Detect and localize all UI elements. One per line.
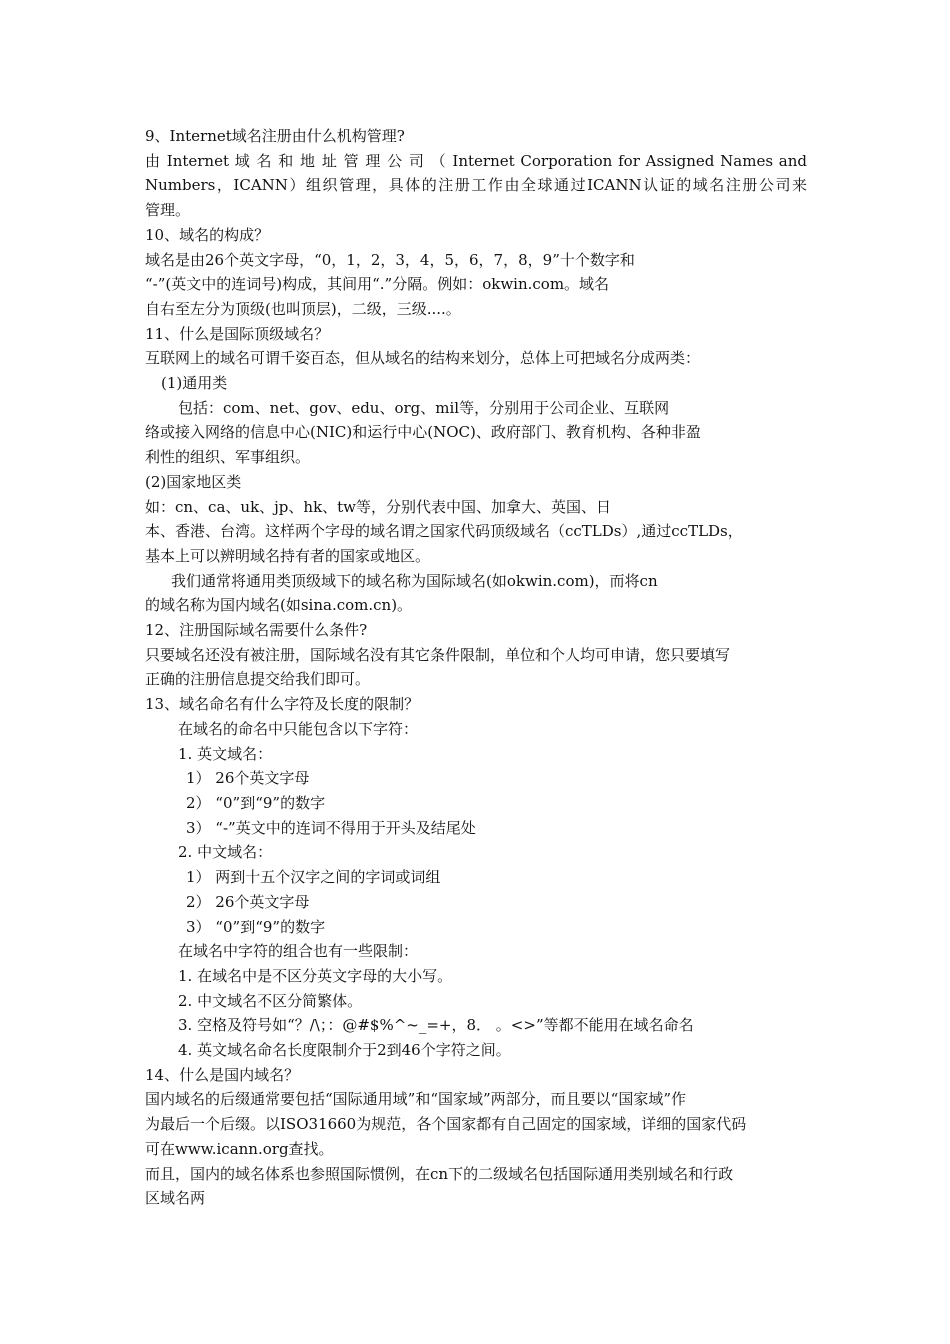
- list-item: 4. 英文域名命名长度限制介于2到46个字符之间。: [178, 1041, 511, 1060]
- list-item: 3） “-”英文中的连词不得用于开头及结尾处: [186, 818, 476, 837]
- paragraph-line: 管理。: [145, 201, 191, 220]
- list-item: 2. 中文域名：: [178, 843, 273, 862]
- question-heading-10: 10、域名的构成？: [145, 225, 270, 244]
- paragraph-line: 而且，国内的域名体系也参照国际惯例，在cn下的二级域名包括国际通用类别域名和行政: [145, 1164, 734, 1183]
- paragraph-line: 的域名称为国内域名(如sina.com.cn)。: [145, 596, 413, 615]
- paragraph-line: 区域名两: [145, 1189, 206, 1208]
- paragraph-line: Numbers，ICANN）组织管理，具体的注册工作由全球通过ICANN认证的域名注册公司来: [145, 176, 807, 195]
- paragraph-line: 自右至左分为顶级(也叫顶层)，二级，三级....。: [145, 299, 461, 318]
- document-body: [145, 124, 807, 1211]
- paragraph-line: 国内域名的后缀通常要包括“国际通用域”和“国家域”两部分，而且要以“国家域”作: [145, 1090, 687, 1109]
- list-item: 2. 中文域名不区分简繁体。: [178, 991, 363, 1010]
- list-item: 1. 在域名中是不区分英文字母的大小写。: [178, 966, 453, 985]
- paragraph-line: 在域名的命名中只能包含以下字符：: [178, 719, 419, 738]
- paragraph-line: 由 Internet 域 名 和 地 址 管 理 公 司 （ Internet Corporation for Assigned Names and: [145, 151, 807, 170]
- paragraph-line: 可在www.icann.org查找。: [145, 1139, 334, 1158]
- list-item: 3） “0”到“9”的数字: [186, 917, 326, 936]
- paragraph-line: 正确的注册信息提交给我们即可。: [145, 670, 371, 689]
- sub-heading: (1)通用类: [161, 374, 228, 393]
- paragraph-line: 域名是由26个英文字母，“0，1，2，3，4，5，6，7，8，9”十个数字和: [145, 250, 635, 269]
- list-item: 1. 英文域名：: [178, 744, 273, 763]
- list-item: 1） 26个英文字母: [186, 769, 310, 788]
- question-heading-14: 14、什么是国内域名？: [145, 1065, 300, 1084]
- list-item: 2） “0”到“9”的数字: [186, 793, 326, 812]
- paragraph-line: 只要域名还没有被注册，国际域名没有其它条件限制，单位和个人均可申请，您只要填写: [145, 645, 731, 664]
- list-item: 3. 空格及符号如“？/\；：@#$%^~_=+，8． 。<>”等都不能用在域名命名: [178, 1016, 694, 1035]
- paragraph-line: 在域名中字符的组合也有一些限制：: [178, 942, 419, 961]
- paragraph-line: 络或接入网络的信息中心(NIC)和运行中心(NOC)、政府部门、教育机构、各种非盈: [145, 423, 701, 442]
- sub-heading: (2)国家地区类: [145, 472, 242, 491]
- question-heading-11: 11、什么是国际顶级域名？: [145, 324, 330, 343]
- paragraph-line: 为最后一个后缀。以ISO31660为规范，各个国家都有自己固定的国家域，详细的国家代码: [145, 1115, 747, 1134]
- question-heading-12: 12、注册国际域名需要什么条件?: [145, 621, 368, 640]
- list-item: 1） 两到十五个汉字之间的字词或词组: [186, 868, 441, 887]
- paragraph-line: 基本上可以辨明域名持有者的国家或地区。: [145, 546, 431, 565]
- paragraph-line: 互联网上的域名可谓千姿百态，但从域名的结构来划分，总体上可把域名分成两类：: [145, 349, 701, 368]
- question-heading-13: 13、域名命名有什么字符及长度的限制？: [145, 695, 420, 714]
- question-heading-9: 9、Internet域名注册由什么机构管理?: [145, 127, 405, 145]
- paragraph-line: 本、香港、台湾。这样两个字母的域名谓之国家代码顶级域名（ccTLDs）,通过ccTLDs，: [145, 522, 743, 541]
- paragraph-line: 利性的组织、军事组织。: [145, 448, 311, 467]
- paragraph-line: 我们通常将通用类顶级域下的域名称为国际域名(如okwin.com)，而将cn: [171, 571, 658, 590]
- paragraph-line: 如：cn、ca、uk、jp、hk、tw等，分别代表中国、加拿大、英国、日: [145, 497, 612, 516]
- list-item: 2） 26个英文字母: [186, 892, 310, 911]
- paragraph-line: “-”(英文中的连词号)构成，其间用“.”分隔。例如：okwin.com。域名: [145, 275, 610, 294]
- paragraph-line: 包括：com、net、gov、edu、org、mil等，分别用于公司企业、互联网: [178, 398, 670, 417]
